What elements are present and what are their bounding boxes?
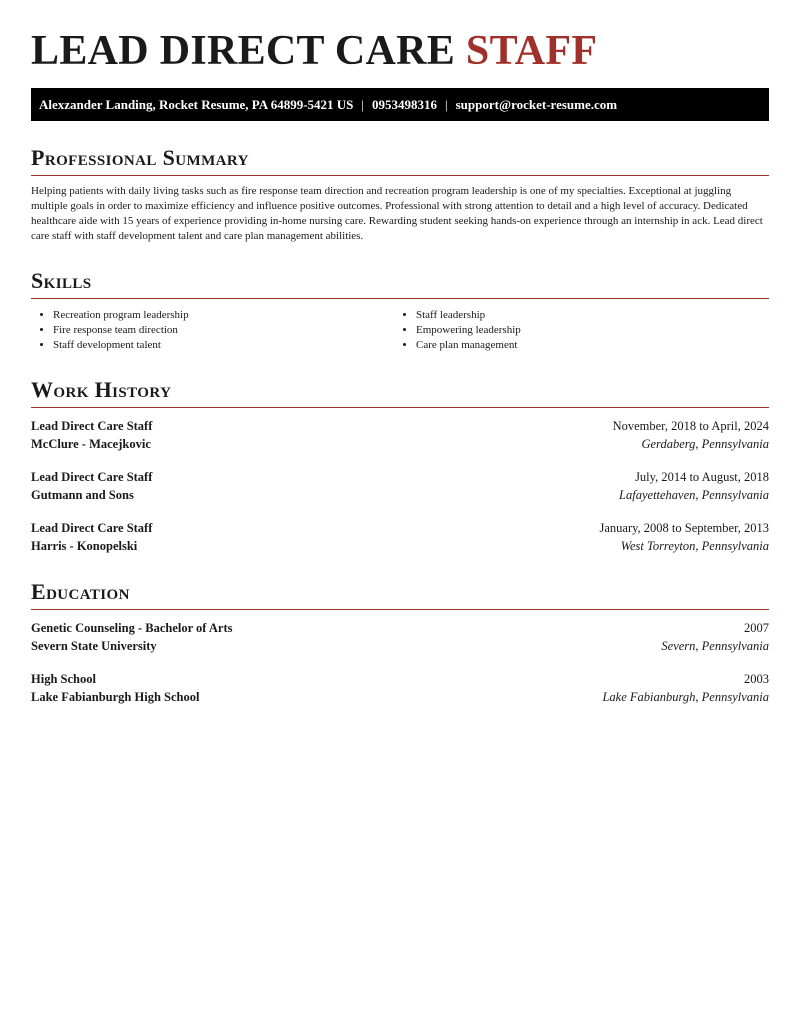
education-school: Severn State University	[31, 639, 157, 653]
education-entry	[31, 670, 769, 706]
work-dates: January, 2008 to September, 2013	[599, 521, 769, 535]
work-entry	[31, 468, 769, 504]
work-employer: Gutmann and Sons	[31, 488, 134, 502]
education-entry	[31, 619, 769, 655]
skill-item: • Recreation program leadership	[53, 308, 394, 323]
work-entry	[31, 417, 769, 453]
education-section-title: Education	[31, 579, 769, 610]
work-role: Lead Direct Care Staff	[31, 470, 153, 484]
education-school: Lake Fabianburgh High School	[31, 690, 200, 704]
resume-name-heading	[31, 28, 769, 74]
work-location: West Torreyton, Pennsylvania	[620, 539, 769, 553]
work-location: Lafayettehaven, Pennsylvania	[619, 488, 769, 502]
name-accent: STAFF	[465, 28, 598, 74]
contact-bar	[31, 88, 769, 121]
work-role: Lead Direct Care Staff	[31, 419, 153, 433]
work-employer: McClure - Macejkovic	[31, 437, 151, 451]
summary-section-title: Professional Summary	[31, 145, 769, 176]
skill-item: • Empowering leadership	[416, 323, 757, 338]
work-dates: November, 2018 to April, 2024	[612, 419, 769, 433]
skills-list	[31, 308, 769, 353]
contact-address: Alexzander Landing, Rocket Resume, PA 64899-5421 US	[39, 96, 354, 112]
work-history-section-title: Work History	[31, 377, 769, 408]
education-year: 2007	[744, 621, 769, 635]
work-dates: July, 2014 to August, 2018	[635, 470, 769, 484]
contact-phone: 0953498316	[372, 96, 438, 112]
education-location: Severn, Pennsylvania	[661, 639, 769, 653]
skills-column-left	[31, 308, 394, 353]
education-year: 2003	[744, 672, 769, 686]
work-location: Gerdaberg, Pennsylvania	[641, 437, 769, 451]
contact-email: support@rocket-resume.com	[455, 96, 618, 112]
summary-text: Helping patients with daily living tasks such as fire response team direction and recreation program leadership is one of my specialties. Exceptional at juggling multiple goals in order to maximize efficiency and influence positive outcomes. Professional with strong attention to detail and a high level of accuracy. Dedicated healthcare aide with 15 years of experience providing in-home nursing care. Rewarding student seeking hands-on experience through an internship in ack. Lead direct care staff with staff development talent and care plan management abilities.	[31, 185, 763, 242]
name-main: LEAD DIRECT CARE	[31, 28, 456, 74]
education-degree: Genetic Counseling - Bachelor of Arts	[31, 621, 233, 635]
work-role: Lead Direct Care Staff	[31, 521, 153, 535]
education-degree: High School	[31, 672, 96, 686]
contact-separator: |	[445, 96, 448, 112]
skill-item: • Staff development talent	[53, 338, 394, 353]
skills-section-title: Skills	[31, 268, 769, 299]
work-entry	[31, 519, 769, 555]
skill-item: • Care plan management	[416, 338, 757, 353]
skill-item: • Fire response team direction	[53, 323, 394, 338]
education-location: Lake Fabianburgh, Pennsylvania	[602, 690, 769, 704]
skill-item: • Staff leadership	[416, 308, 757, 323]
skills-column-right	[394, 308, 757, 353]
work-employer: Harris - Konopelski	[31, 539, 138, 553]
contact-separator: |	[361, 96, 365, 112]
